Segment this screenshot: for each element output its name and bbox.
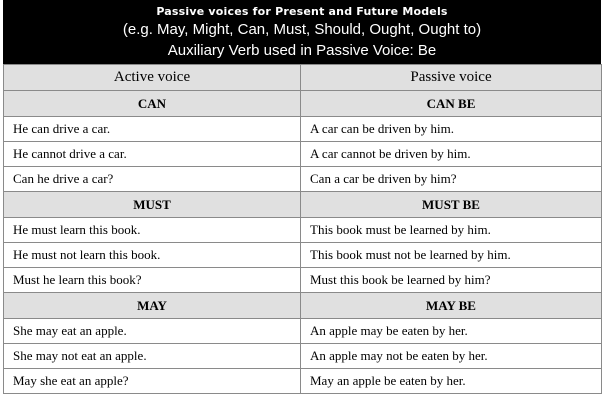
title-banner [3,0,601,64]
table-row [4,319,602,344]
passive-voice-chart [3,0,601,402]
passive-modal-label: MAY BE [301,293,602,319]
modal-row-can [4,91,602,117]
passive-sentence: An apple may not be eaten by her. [301,344,602,369]
banner-title: Passive voices for Present and Future Models [156,5,448,18]
active-modal-label: MAY [4,293,301,319]
modal-row-may [4,293,602,319]
active-sentence: He must learn this book. [4,218,301,243]
passive-sentence: A car cannot be driven by him. [301,142,602,167]
modal-row-must [4,192,602,218]
table-row [4,268,602,293]
table-row [4,142,602,167]
header-passive-voice: Passive voice [301,65,602,91]
table-row [4,369,602,394]
voice-table [3,64,602,394]
table-row [4,117,602,142]
active-sentence: He cannot drive a car. [4,142,301,167]
active-sentence: He must not learn this book. [4,243,301,268]
passive-sentence: A car can be driven by him. [301,117,602,142]
passive-sentence: This book must be learned by him. [301,218,602,243]
header-active-voice: Active voice [4,65,301,91]
passive-sentence: This book must not be learned by him. [301,243,602,268]
active-modal-label: MUST [4,192,301,218]
active-sentence: He can drive a car. [4,117,301,142]
passive-sentence: Can a car be driven by him? [301,167,602,192]
banner-auxiliary: Auxiliary Verb used in Passive Voice: Be [167,42,437,59]
active-sentence: May she eat an apple? [4,369,301,394]
active-sentence: She may eat an apple. [4,319,301,344]
passive-sentence: May an apple be eaten by her. [301,369,602,394]
active-sentence: She may not eat an apple. [4,344,301,369]
passive-sentence: An apple may be eaten by her. [301,319,602,344]
passive-modal-label: CAN BE [301,91,602,117]
passive-sentence: Must this book be learned by him? [301,268,602,293]
active-modal-label: CAN [4,91,301,117]
active-sentence: Must he learn this book? [4,268,301,293]
active-sentence: Can he drive a car? [4,167,301,192]
table-row [4,167,602,192]
passive-modal-label: MUST BE [301,192,602,218]
table-header-row [4,65,602,91]
table-row [4,344,602,369]
table-row [4,218,602,243]
table-row [4,243,602,268]
banner-examples: (e.g. May, Might, Can, Must, Should, Ought, Ought to) [122,21,482,38]
